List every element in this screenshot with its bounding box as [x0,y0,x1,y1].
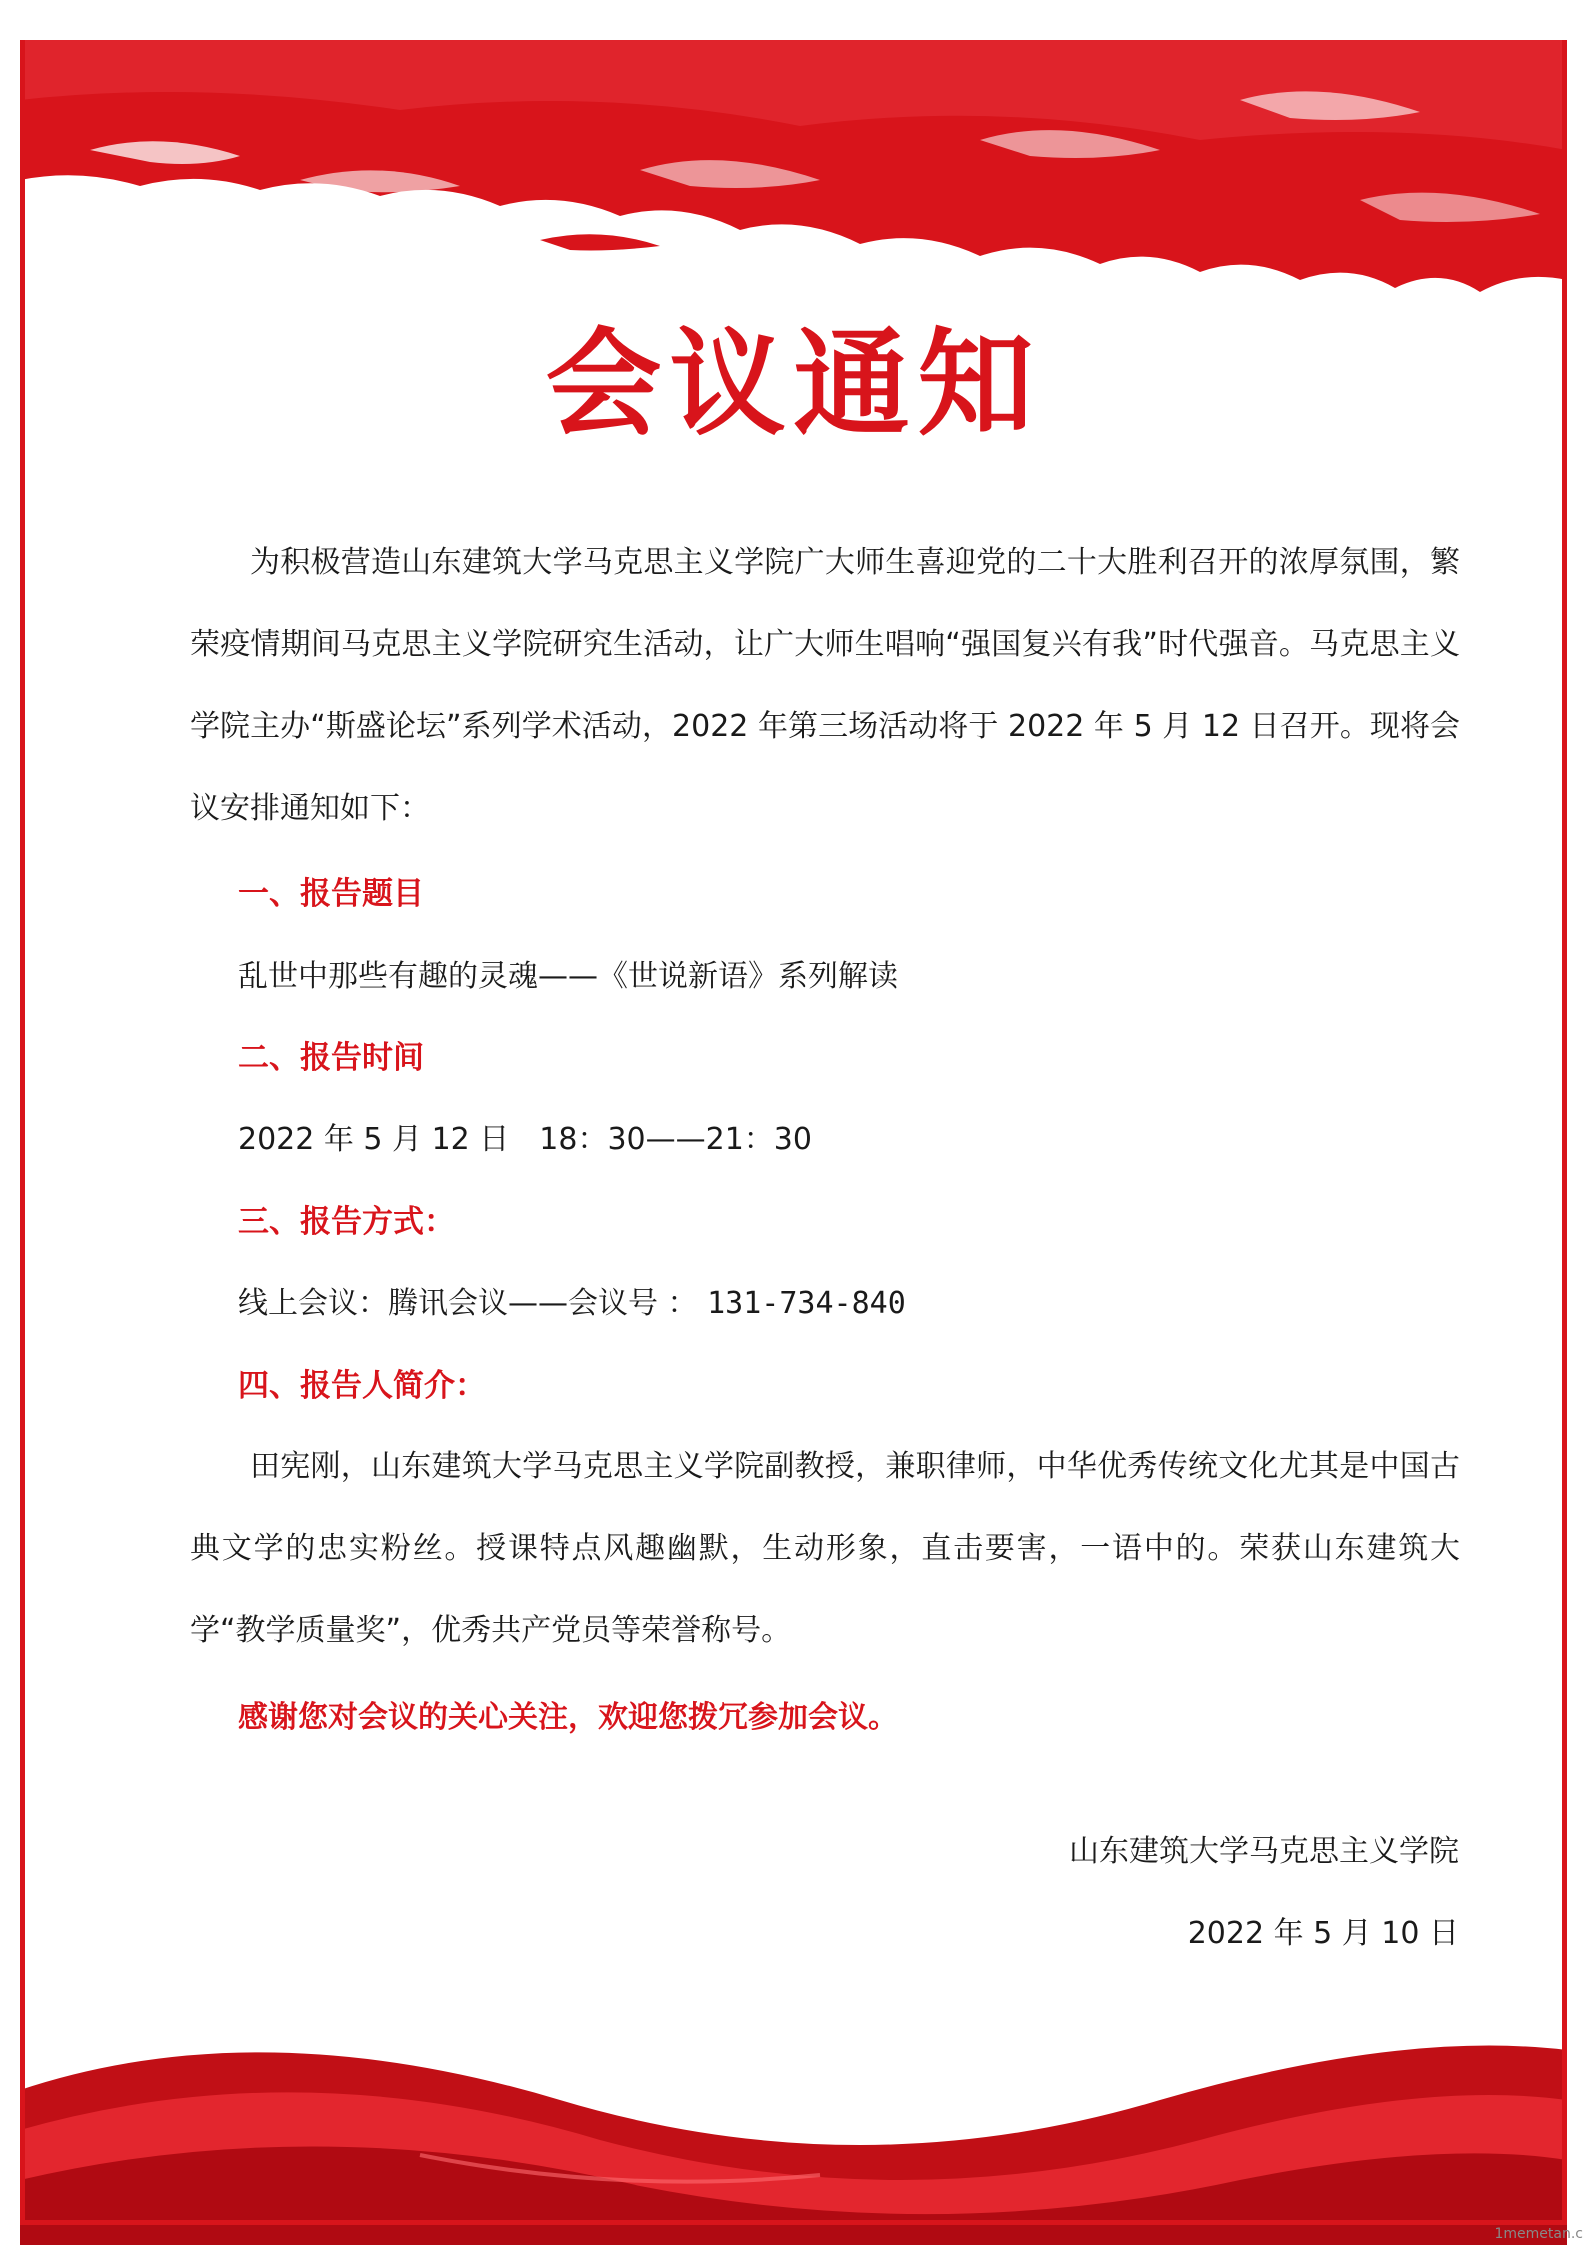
bottom-red-ribbon-decoration [0,1990,1587,2245]
page-title: 会议通知 [545,317,1042,452]
meeting-id: 131-734-840 [707,1286,906,1321]
report-time: 2022 年 5 月 12 日 18：30——21：30 [238,1122,812,1157]
report-topic: 乱世中那些有趣的灵魂——《世说新语》系列解读 [238,959,898,994]
watermark-text: 1memetan.c [1494,2226,1583,2242]
intro-paragraph: 为积极营造山东建筑大学马克思主义学院广大师生喜迎党的二十大胜利召开的浓厚氛围，繁荣疫情期间马克思主义学院研究生活动，让广大师生唱响“强国复兴有我”时代强音。马克思主义学院主办“斯盛论坛”系列学术活动，2022 年第三场活动将于 2022 年 5 月 12 日召开。现将会议安排通知如下： [190,545,1460,826]
report-method-label: 线上会议：腾讯会议——会议号 ： [238,1286,708,1321]
top-red-banner-decoration [0,30,1587,360]
report-method [238,1282,906,1326]
signature-organization: 山东建筑大学马克思主义学院 [1069,1834,1459,1869]
section-heading-topic: 一、报告题目 [238,876,424,912]
speaker-bio-paragraph: 田宪刚，山东建筑大学马克思主义学院副教授，兼职律师，中华优秀传统文化尤其是中国古典文学的忠实粉丝。授课特点风趣幽默，生动形象，直击要害，一语中的。荣获山东建筑大学“教学质量奖”，优秀共产党员等荣誉称号。 [190,1449,1460,1648]
section-heading-method: 三、报告方式： [238,1204,455,1240]
section-heading-speaker: 四、报告人简介： [238,1368,486,1404]
red-frame-bottom [20,2220,1567,2225]
section-heading-time: 二、报告时间 [238,1040,424,1076]
signature-date: 2022 年 5 月 10 日 [1187,1916,1459,1951]
closing-remark: 感谢您对会议的关心关注，欢迎您拨冗参加会议。 [238,1700,898,1735]
